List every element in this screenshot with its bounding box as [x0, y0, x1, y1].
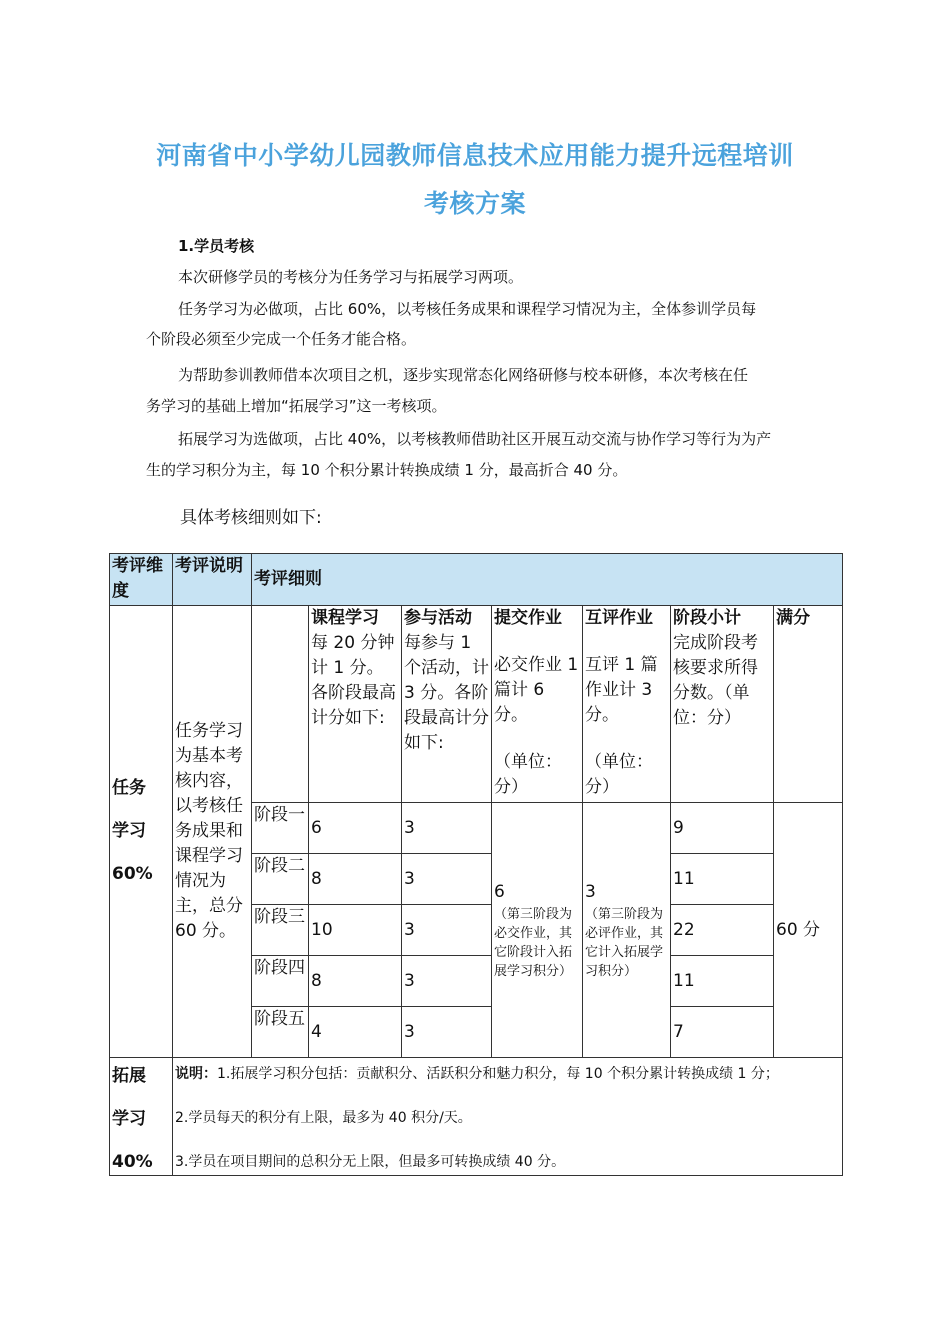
course-title: 课程学习	[311, 608, 379, 628]
paragraph-4-line1: 拓展学习为选做项，占比 40%，以考核教师借助社区开展互动交流与协作学习等行为为产	[178, 430, 772, 448]
submit-cell	[492, 803, 583, 1058]
paragraph-2-line1: 任务学习为必做项，占比 60%，以考核任务成果和课程学习情况为主，全体参训学员每	[178, 300, 757, 318]
stage-course: 10	[309, 905, 402, 956]
paragraph-1: 本次研修学员的考核分为任务学习与拓展学习两项。	[178, 268, 524, 286]
full-score: 60 分	[774, 803, 843, 1058]
submit-header	[492, 606, 583, 803]
stage-course: 8	[309, 956, 402, 1007]
paragraph-3-line1: 为帮助参训教师借本次项目之机，逐步实现常态化网络研修与校本研修，本次考核在任	[178, 366, 749, 384]
stage-subtotal: 9	[671, 803, 774, 854]
stage-name: 阶段四	[252, 956, 309, 1007]
review-note: （第三阶段为必评作业，其它计入拓展学习积分）	[585, 906, 664, 979]
submit-desc: 必交作业 1 篇计 6 分。	[494, 655, 579, 725]
stage-name: 阶段一	[252, 803, 309, 854]
stage-course: 4	[309, 1007, 402, 1058]
stage-subtotal: 11	[671, 854, 774, 905]
paragraph-3-line2: 务学习的基础上增加“拓展学习”这一考核项。	[146, 397, 447, 415]
review-desc: 互评 1 篇作业计 3 分。	[585, 655, 658, 725]
extension-label-line1: 拓展	[112, 1066, 146, 1086]
table-header-row	[110, 554, 843, 606]
activity-desc: 每参与 1 个活动，计 3 分。各阶段最高计分如下:	[404, 633, 489, 753]
subtotal-title: 阶段小计	[673, 608, 741, 628]
full-header	[774, 606, 843, 803]
extension-note-prefix: 说明：	[175, 1066, 217, 1082]
stage-activity: 3	[402, 803, 492, 854]
header-details: 考评细则	[252, 554, 843, 606]
activity-header	[402, 606, 492, 803]
paragraph-4-line2: 生的学习积分为主，每 10 个积分累计转换成绩 1 分，最高折合 40 分。	[146, 461, 628, 479]
stage-activity: 3	[402, 1007, 492, 1058]
activity-title: 参与活动	[404, 608, 472, 628]
stage-header-empty	[252, 606, 309, 803]
header-description: 考评说明	[173, 554, 252, 606]
document-title-line1: 河南省中小学幼儿园教师信息技术应用能力提升远程培训	[156, 141, 794, 170]
task-label-line3: 60%	[112, 864, 153, 884]
stage-activity: 3	[402, 905, 492, 956]
subtotal-desc: 完成阶段考核要求所得分数。（单位：分）	[673, 633, 758, 728]
stage-subtotal: 7	[671, 1007, 774, 1058]
full-title: 满分	[776, 608, 810, 628]
stage-course: 8	[309, 854, 402, 905]
header-dimension: 考评维度	[110, 554, 173, 606]
extension-line3: 3.学员在项目期间的总积分无上限，但最多可转换成绩 40 分。	[175, 1154, 566, 1170]
table-subheader-row	[110, 606, 843, 803]
extension-line1	[175, 1058, 840, 1108]
review-cell	[583, 803, 671, 1058]
task-label-line2: 学习	[112, 821, 146, 841]
document-title-line2: 考核方案	[423, 189, 526, 218]
review-header	[583, 606, 671, 803]
submit-title: 提交作业	[494, 608, 562, 628]
course-header	[309, 606, 402, 803]
task-dimension-label	[110, 606, 173, 1058]
stage-name: 阶段二	[252, 854, 309, 905]
assessment-table	[109, 553, 843, 1176]
extension-line2: 2.学员每天的积分有上限，最多为 40 积分/天。	[175, 1110, 472, 1126]
stage-name: 阶段三	[252, 905, 309, 956]
stage-activity: 3	[402, 956, 492, 1007]
paragraph-2-line2: 个阶段必须至少完成一个任务才能合格。	[146, 330, 417, 348]
review-title: 互评作业	[585, 608, 653, 628]
review-value: 3	[585, 881, 596, 902]
task-description: 任务学习为基本考核内容，以考核任务成果和课程学习情况为主，总分 60 分。	[173, 606, 252, 1058]
submit-value: 6	[494, 881, 505, 902]
stage-subtotal: 11	[671, 956, 774, 1007]
section-heading: 1.学员考核	[178, 237, 255, 255]
stage-activity: 3	[402, 854, 492, 905]
subtotal-header	[671, 606, 774, 803]
table-intro: 具体考核细则如下:	[180, 508, 322, 528]
submit-note: （第三阶段为必交作业，其它阶段计入拓展学习积分）	[494, 906, 573, 979]
extension-label-line2: 学习	[112, 1109, 146, 1129]
review-unit: （单位：分）	[585, 752, 653, 797]
extension-row	[110, 1058, 843, 1176]
extension-dimension-label	[110, 1058, 173, 1176]
stage-subtotal: 22	[671, 905, 774, 956]
extension-label-line3: 40%	[112, 1152, 153, 1172]
stage-course: 6	[309, 803, 402, 854]
extension-description	[173, 1058, 843, 1176]
course-desc: 每 20 分钟计 1 分。各阶段最高计分如下:	[311, 633, 396, 728]
stage-name: 阶段五	[252, 1007, 309, 1058]
submit-unit: （单位：分）	[494, 752, 562, 797]
extension-line1-text: 1.拓展学习积分包括：贡献积分、活跃积分和魅力积分，每 10 个积分累计转换成绩 1 分；	[217, 1066, 779, 1082]
task-label-line1: 任务	[112, 778, 146, 798]
